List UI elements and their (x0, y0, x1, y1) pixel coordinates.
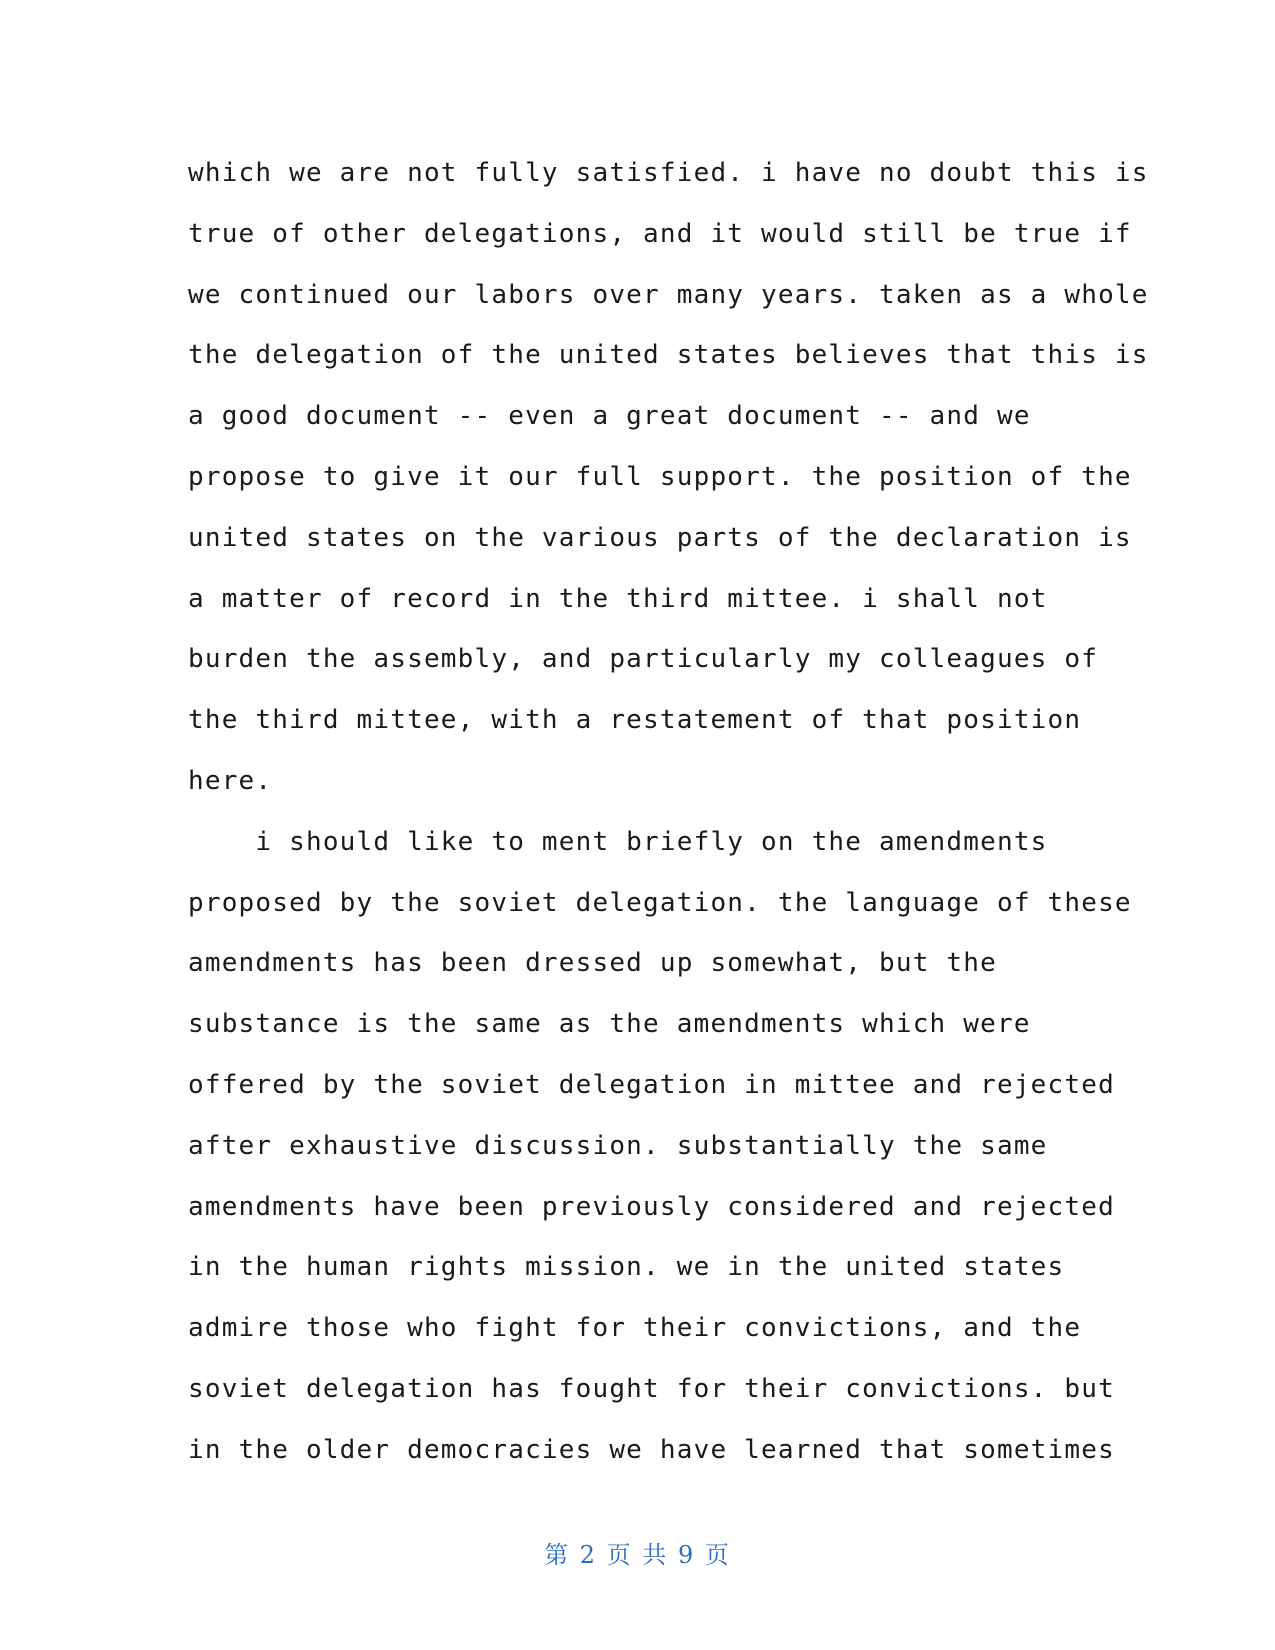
text-line: we continued our labors over many years. taken as a whole (188, 279, 1149, 310)
text-line: after exhaustive discussion. substantially the same (188, 1130, 1048, 1161)
text-line: burden the assembly, and particularly my colleagues of (188, 644, 1099, 675)
body-text (188, 143, 1149, 1481)
text-line: the delegation of the united states believes that this is (188, 340, 1149, 371)
text-line: in the human rights mission. we in the united states (188, 1252, 1065, 1283)
text-line: proposed by the soviet delegation. the language of these (188, 887, 1132, 918)
text-line: which we are not fully satisfied. i have no doubt this is (188, 158, 1149, 188)
text-line: offered by the soviet delegation in mittee and rejected (188, 1069, 1115, 1100)
text-line: here. (188, 765, 273, 796)
text-line: propose to give it our full support. the position of the (188, 461, 1132, 492)
text-line: united states on the various parts of the declaration is (188, 522, 1132, 553)
text-line: i should like to ment briefly on the amendments (188, 826, 1048, 857)
text-line: substance is the same as the amendments which were (188, 1009, 1031, 1040)
text-line: a matter of record in the third mittee. i shall not (188, 583, 1048, 614)
text-line: the third mittee, with a restatement of that position (188, 705, 1082, 736)
page-number-footer: 第 2 页 共 9 页 (544, 1541, 731, 1569)
text-line: admire those who fight for their convictions, and the (188, 1313, 1082, 1344)
text-line: true of other delegations, and it would still be true if (188, 218, 1132, 249)
text-line: a good document -- even a great document -- and we (188, 401, 1031, 432)
text-line: soviet delegation has fought for their convictions. but (188, 1373, 1115, 1404)
text-line: amendments has been dressed up somewhat, but the (188, 948, 997, 979)
text-line: in the older democracies we have learned that sometimes (188, 1434, 1115, 1465)
text-line: amendments have been previously considered and rejected (188, 1191, 1115, 1222)
